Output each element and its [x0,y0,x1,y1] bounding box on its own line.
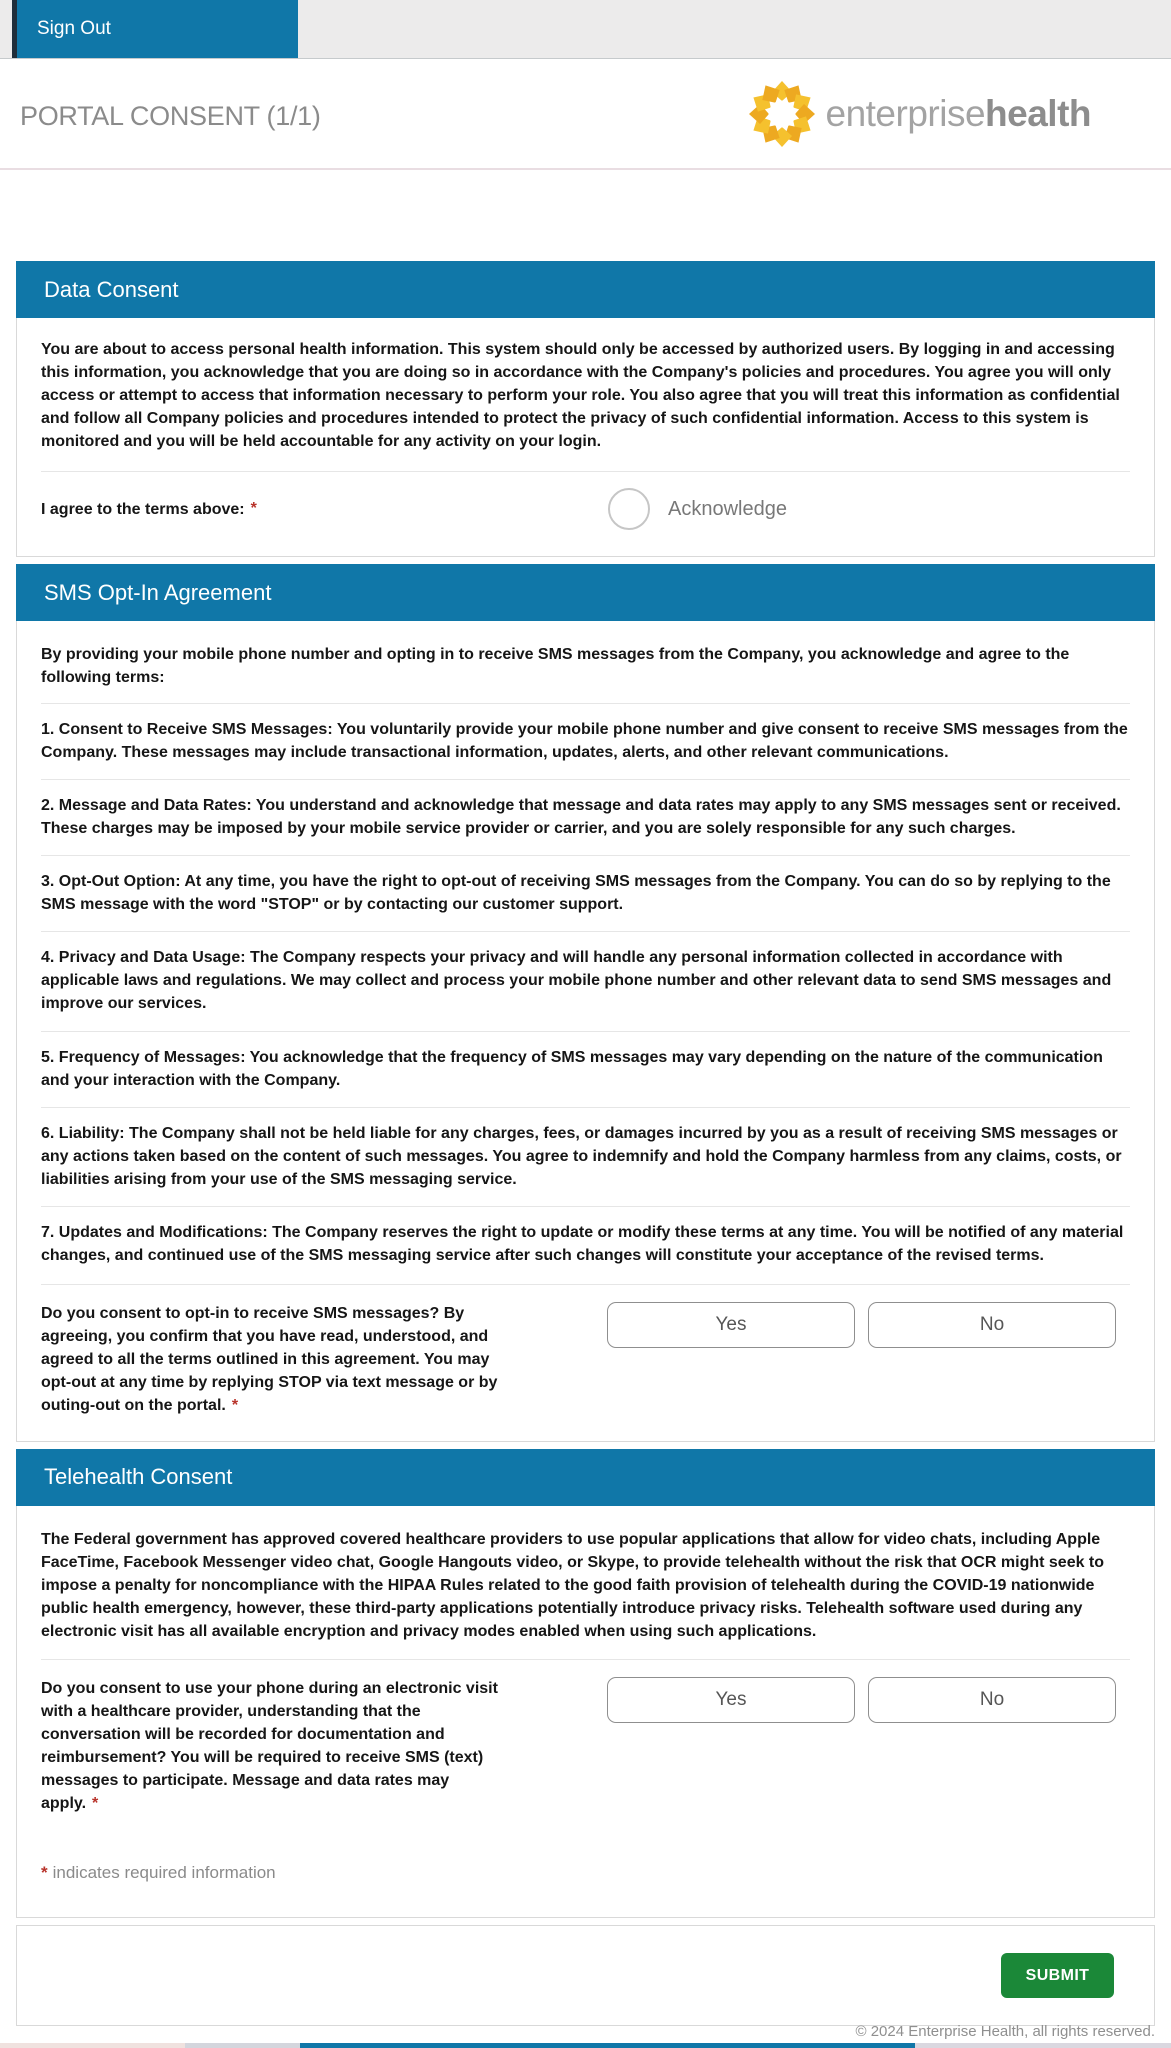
telehealth-yes-button[interactable]: Yes [607,1677,855,1723]
sunflower-icon [747,79,817,149]
data-consent-header [16,261,1155,318]
sms-intro-text: By providing your mobile phone number and opting in to receive SMS messages from the Company, you acknowledge and agree to the following terms: [41,646,1070,687]
sms-term-4: 4. Privacy and Data Usage: The Company respects your privacy and will handle any personal information collected in accordance with applicable laws and regulations. We may collect and process your mobile phone number and other relevant data to send SMS messages and improve our services. [41,931,1130,1030]
telehealth-no-button[interactable]: No [868,1677,1116,1723]
enterprise-health-logo [747,79,1092,149]
telehealth-title: Telehealth Consent [44,1464,233,1490]
agree-label: I agree to the terms above: [41,500,245,518]
sign-out-label: Sign Out [37,18,111,39]
required-asterisk: * [92,1795,99,1813]
data-consent-text: You are about to access personal health information. This system should only be accessed by authorized users. By logging in and accessing this information, you acknowledge that you are doing so in accordance with the Company's policies and procedures. You agree you will only access or attempt to access that information necessary to perform your role. You also agree that you will treat this information as confidential and follow all Company policies and procedures intended to protect the privacy of such confidential information. Access to this system is monitored and you will be held accountable for any activity on your login. [41,341,1120,451]
page-title: PORTAL CONSENT (1/1) [20,101,321,131]
top-bar [0,0,1171,59]
required-asterisk: * [41,1863,48,1883]
telehealth-body [16,1506,1155,1918]
required-footnote [41,1863,1130,1883]
acknowledge-radio[interactable] [608,488,650,530]
sms-term-7: 7. Updates and Modifications: The Company reserves the right to update or modify these terms at any time. You will be notified of any material changes, and continued use of the SMS messaging service after such changes will constitute your acceptance of the revised terms. [41,1206,1130,1282]
sms-term-2: 2. Message and Data Rates: You understand and acknowledge that message and data rates may apply to any SMS messages sent or received. These charges may be imposed by your mobile service provider or carrier, and you are solely responsible for any such charges. [41,779,1130,855]
sign-out-button[interactable] [17,0,298,58]
acknowledge-control [608,488,1116,530]
bottom-edge-bar [0,2043,1171,2048]
telehealth-section [16,1449,1155,1918]
data-consent-title: Data Consent [44,276,179,302]
page-header [0,59,1171,170]
sms-question-text [41,1302,503,1417]
sms-question: Do you consent to opt-in to receive SMS messages? By agreeing, you confirm that you have read, understood, and agreed to all the terms outlined in this agreement. You may opt-out at any time by replying STOP via text message or by outing-out on the portal. [41,1304,498,1414]
telehealth-answer-buttons [607,1677,1116,1723]
sms-yes-button[interactable]: Yes [607,1302,855,1348]
telehealth-header [16,1449,1155,1506]
telehealth-text: The Federal government has approved covered healthcare providers to use popular applications that allow for video chats, including Apple FaceTime, Facebook Messenger video chat, Google Hangouts video, or Skype, to provide telehealth without the risk that OCR might seek to impose a penalty for noncompliance with the HIPAA Rules related to the good faith provision of telehealth during the COVID-19 nationwide public health emergency, however, these third-party applications potentially introduce privacy risks. Telehealth software used during any electronic visit has all available encryption and privacy modes enabled when using such applications. [41,1530,1105,1640]
sms-term-1: 1. Consent to Receive SMS Messages: You voluntarily provide your mobile phone number and give consent to receive SMS messages from the Company. These messages may include transactional information, updates, alerts, and other relevant communications. [41,703,1130,779]
acknowledge-label: Acknowledge [668,497,787,520]
copyright-text: © 2024 Enterprise Health, all rights reserved. [855,2023,1155,2040]
sms-term-5: 5. Frequency of Messages: You acknowledge that the frequency of SMS messages may vary depending on the nature of the communication and your interaction with the Company. [41,1031,1130,1107]
required-asterisk: * [250,500,257,518]
submit-button[interactable]: SUBMIT [1001,1953,1114,1998]
agree-row [41,471,1130,540]
logo-text-health: health [985,93,1091,134]
telehealth-question-text [41,1677,503,1815]
sms-opt-in-title: SMS Opt-In Agreement [44,579,272,605]
sms-opt-in-section [16,564,1155,1442]
sms-question-row [41,1284,1130,1425]
data-consent-body [16,318,1155,557]
required-asterisk: * [231,1396,239,1414]
sms-no-button[interactable]: No [868,1302,1116,1348]
sms-term-6: 6. Liability: The Company shall not be held liable for any charges, fees, or damages incurred by you as a result of receiving SMS messages or any actions taken based on the content of such messages. You agree to indemnify and hold the Company harmless from any claims, costs, or liabilities arising from your use of the SMS messaging service. [41,1107,1130,1206]
submit-section [16,1925,1155,2026]
sms-opt-in-body [16,621,1155,1442]
sms-opt-in-header [16,564,1155,621]
telehealth-question-row [41,1659,1130,1823]
data-consent-section [16,261,1155,557]
sms-answer-buttons [607,1302,1116,1348]
telehealth-question: Do you consent to use your phone during an electronic visit with a healthcare provider, understanding that the conversation will be recorded for documentation and reimbursement? You will be required to receive SMS (text) messages to participate. Message and data rates may apply. [41,1680,498,1813]
logo-wordmark [826,93,1092,135]
required-footnote-text: indicates required information [52,1863,276,1883]
logo-text-enterprise: enterprise [825,93,986,134]
sms-term-3: 3. Opt-Out Option: At any time, you have the right to opt-out of receiving SMS messages from the Company. You can do so by replying to the SMS message with the word "STOP" or by contacting our customer support. [41,855,1130,931]
